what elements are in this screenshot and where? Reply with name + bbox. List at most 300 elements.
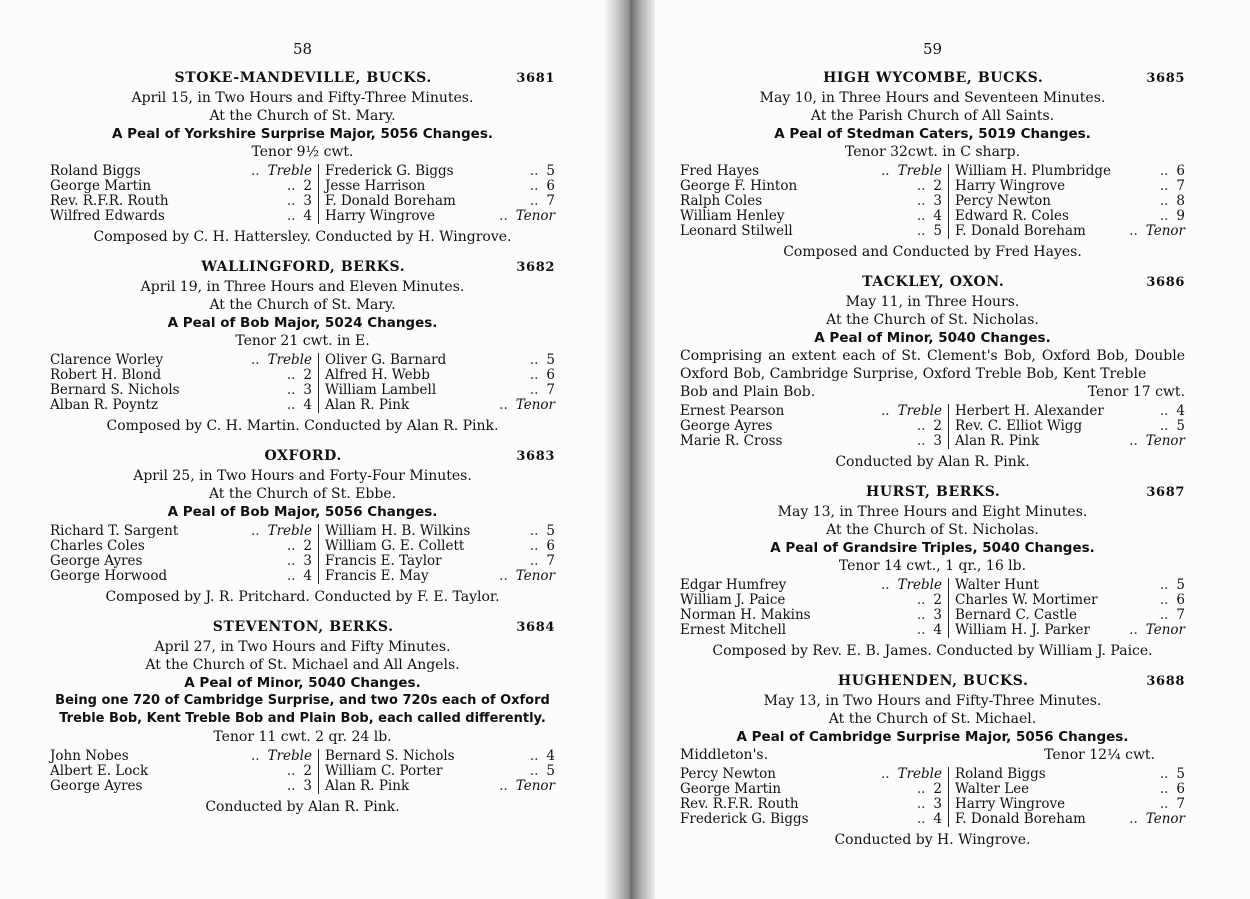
ringer-row (680, 812, 942, 827)
ringers-table (50, 353, 555, 413)
leader-dots: .. (529, 367, 539, 383)
ringer-name: Charles W. Mortimer (955, 592, 1098, 608)
leader-dots: .. (916, 607, 926, 623)
bell-label: 5 (1176, 418, 1185, 434)
ringer-row (955, 209, 1185, 224)
peal-number: 3685 (1146, 71, 1185, 86)
bell-position (287, 539, 312, 554)
leader-dots: .. (529, 352, 539, 368)
ringer-row (325, 749, 555, 764)
ringer-name: George Horwood (50, 568, 168, 584)
peal-note-end: Bob and Plain Bob. (680, 384, 816, 400)
ringers-left-column (680, 767, 949, 827)
ringer-name: Bernard C. Castle (955, 607, 1077, 623)
peal-credit: Composed by Rev. E. B. James. Conducted by William J. Paice. (712, 643, 1153, 659)
ringer-row (50, 398, 312, 413)
ringer-name: William Lambell (325, 382, 437, 398)
bell-position (1160, 164, 1185, 179)
peal-number: 3682 (516, 260, 555, 275)
bell-position (530, 764, 555, 779)
leader-dots: .. (529, 163, 539, 179)
leader-dots: .. (1159, 781, 1169, 797)
peal-number: 3683 (516, 449, 555, 464)
leader-dots: .. (1159, 163, 1169, 179)
peal-place: HUGHENDEN, BUCKS. (837, 673, 1029, 689)
bell-position (1160, 194, 1185, 209)
peal-title: A Peal of Grandsire Triples, 5040 Changes. (770, 540, 1095, 556)
bell-label: 7 (546, 193, 555, 209)
bell-label: 4 (303, 397, 312, 413)
ringer-name: Clarence Worley (50, 352, 164, 368)
bell-label: 3 (303, 382, 312, 398)
peal-list (680, 70, 1185, 849)
bell-position (1129, 224, 1185, 239)
bell-label: 6 (1176, 163, 1185, 179)
leader-dots: .. (1159, 577, 1169, 593)
bell-label: 6 (1176, 781, 1185, 797)
bell-position (1160, 209, 1185, 224)
page-number: 58 (292, 40, 313, 58)
bell-label: 2 (933, 178, 942, 194)
leader-dots: .. (499, 778, 508, 794)
bell-position (881, 767, 942, 782)
leader-dots: .. (916, 592, 926, 608)
ringers-right-column (949, 404, 1185, 449)
bell-label: Treble (267, 163, 312, 179)
leader-dots: .. (916, 208, 926, 224)
peal-heading (680, 274, 1185, 293)
bell-position (1129, 812, 1185, 827)
peal-place: STEVENTON, BERKS. (212, 619, 394, 635)
bell-position (917, 419, 942, 434)
peal-number: 3688 (1146, 674, 1185, 689)
bell-label: Treble (267, 352, 312, 368)
leader-dots: .. (916, 796, 926, 812)
leader-dots: .. (881, 403, 890, 419)
ringer-name: George Martin (50, 178, 152, 194)
bell-position (917, 179, 942, 194)
leader-dots: .. (916, 178, 926, 194)
bell-label: 5 (546, 523, 555, 539)
page-number: 59 (922, 40, 943, 58)
leader-dots: .. (916, 223, 926, 239)
ringer-row (680, 767, 942, 782)
peal-title: A Peal of Bob Major, 5024 Changes. (167, 315, 438, 331)
ringers-right-column (319, 353, 555, 413)
leader-dots: .. (286, 568, 296, 584)
leader-dots: .. (499, 568, 508, 584)
bell-label: 3 (933, 193, 942, 209)
bell-position (1160, 404, 1185, 419)
bell-position (530, 749, 555, 764)
peal-title: A Peal of Minor, 5040 Changes. (184, 675, 421, 691)
ringer-row (50, 539, 312, 554)
ringers-right-column (319, 524, 555, 584)
leader-dots: .. (529, 553, 539, 569)
ringer-row (680, 209, 942, 224)
ringers-right-column (949, 767, 1185, 827)
ringer-row (325, 353, 555, 368)
peal-credit: Conducted by Alan R. Pink. (205, 799, 400, 815)
bell-position (881, 164, 942, 179)
leader-dots: .. (251, 748, 260, 764)
leader-dots: .. (499, 208, 508, 224)
leader-dots: .. (529, 523, 539, 539)
bell-position (499, 398, 555, 413)
bell-position (530, 353, 555, 368)
bell-label: 4 (933, 622, 942, 638)
ringer-row (50, 779, 312, 794)
peal-list (50, 70, 555, 816)
ringer-row (680, 782, 942, 797)
peal-heading (50, 259, 555, 278)
bell-label: Treble (267, 748, 312, 764)
ringer-name: Norman H. Makins (680, 607, 811, 623)
leader-dots: .. (1129, 223, 1138, 239)
tenor-weight: Tenor 14 cwt., 1 qr., 16 lb. (838, 558, 1027, 574)
bell-label: 3 (933, 607, 942, 623)
ringers-left-column (50, 524, 319, 584)
ringer-name: Richard T. Sargent (50, 523, 179, 539)
bell-label: Treble (897, 163, 942, 179)
ringers-right-column (949, 164, 1185, 239)
ringer-row (955, 623, 1185, 638)
peal-note: Comprising an extent each of St. Clement's Bob, Oxford Bob, Double Oxford Bob, Cambridge Surprise, Oxford Treble Bob, Kent Treble (680, 348, 1185, 382)
bell-position (1160, 782, 1185, 797)
bell-position (1160, 593, 1185, 608)
leader-dots: .. (881, 577, 890, 593)
ringer-name: Roland Biggs (955, 766, 1046, 782)
leader-dots: .. (1159, 193, 1169, 209)
ringer-name: William J. Paice (680, 592, 786, 608)
ringers-table (50, 164, 555, 224)
ringer-row (955, 782, 1185, 797)
bell-position (499, 569, 555, 584)
ringers-table (680, 404, 1185, 449)
bell-position (287, 398, 312, 413)
ringer-name: Wilfred Edwards (50, 208, 165, 224)
bell-position (287, 764, 312, 779)
bell-position (251, 164, 312, 179)
ringer-name: Percy Newton (955, 193, 1052, 209)
peal-place: OXFORD. (264, 448, 342, 464)
leader-dots: .. (286, 178, 296, 194)
leader-dots: .. (916, 418, 926, 434)
peal-heading (680, 673, 1185, 692)
bell-label: 5 (933, 223, 942, 239)
peal-heading (50, 619, 555, 638)
ringer-name: Rev. C. Elliot Wigg (955, 418, 1083, 434)
ringer-row (680, 797, 942, 812)
bell-label: 6 (546, 538, 555, 554)
bell-position (287, 779, 312, 794)
bell-position (251, 353, 312, 368)
ringer-row (325, 554, 555, 569)
leader-dots: .. (916, 433, 926, 449)
leader-dots: .. (286, 778, 296, 794)
bell-label: Tenor (1145, 433, 1185, 449)
ringer-name: Frederick G. Biggs (680, 811, 809, 827)
leader-dots: .. (1159, 796, 1169, 812)
ringer-name: F. Donald Boreham (955, 223, 1086, 239)
bell-position (917, 209, 942, 224)
bell-position (1160, 797, 1185, 812)
ringer-row (50, 194, 312, 209)
ringers-table (50, 749, 555, 794)
ringer-name: William H. B. Wilkins (325, 523, 471, 539)
leader-dots: .. (251, 163, 260, 179)
peal-record (680, 70, 1185, 261)
ringer-row (955, 164, 1185, 179)
bell-label: 2 (933, 418, 942, 434)
ringer-name: Edgar Humfrey (680, 577, 787, 593)
bell-label: 3 (303, 553, 312, 569)
bell-label: 5 (1176, 766, 1185, 782)
leader-dots: .. (1129, 622, 1138, 638)
ringer-name: Alan R. Pink (325, 778, 410, 794)
peal-detail-line: May 13, in Two Hours and Fifty-Three Minutes. (763, 693, 1102, 709)
ringer-name: George Martin (680, 781, 782, 797)
peal-detail-line: At the Church of St. Nicholas. (826, 522, 1039, 538)
ringer-row (955, 194, 1185, 209)
bell-position (917, 194, 942, 209)
bell-label: 2 (303, 178, 312, 194)
ringer-row (680, 593, 942, 608)
ringer-name: Rev. R.F.R. Routh (680, 796, 799, 812)
ringer-name: Roland Biggs (50, 163, 141, 179)
leader-dots: .. (529, 763, 539, 779)
peal-detail-line: April 27, in Two Hours and Fifty Minutes. (154, 639, 451, 655)
bell-position (530, 383, 555, 398)
method-tenor-row (680, 746, 1185, 764)
peal-note: Being one 720 of Cambridge Surprise, and two 720s each of Oxford Treble Bob, Kent Treble Bob and Plain Bob, each called differently. (55, 693, 550, 726)
bell-label: 2 (303, 538, 312, 554)
bell-label: 4 (1176, 403, 1185, 419)
ringer-row (325, 209, 555, 224)
peal-detail-line: May 13, in Three Hours and Eight Minutes. (777, 504, 1088, 520)
bell-position (1160, 179, 1185, 194)
ringers-left-column (680, 164, 949, 239)
bell-position (530, 194, 555, 209)
bell-label: Treble (267, 523, 312, 539)
peal-record (50, 259, 555, 435)
peal-place: STOKE-MANDEVILLE, BUCKS. (174, 70, 432, 86)
ringer-name: Francis E. May (325, 568, 429, 584)
peal-record (50, 448, 555, 606)
bell-label: Tenor (1145, 223, 1185, 239)
ringer-name: Jesse Harrison (325, 178, 426, 194)
ringer-name: William G. E. Collett (325, 538, 465, 554)
bell-label: 2 (303, 367, 312, 383)
peal-heading (50, 448, 555, 467)
bell-label: Treble (897, 766, 942, 782)
bell-label: 4 (933, 208, 942, 224)
bell-label: Tenor (1145, 622, 1185, 638)
tenor-weight: Tenor 11 cwt. 2 qr. 24 lb. (213, 729, 392, 745)
bell-position (287, 383, 312, 398)
leader-dots: .. (529, 193, 539, 209)
bell-label: 8 (1176, 193, 1185, 209)
ringer-row (50, 368, 312, 383)
ringer-row (955, 419, 1185, 434)
ringer-row (680, 179, 942, 194)
leader-dots: .. (529, 382, 539, 398)
leader-dots: .. (1159, 178, 1169, 194)
ringer-row (50, 764, 312, 779)
leader-dots: .. (286, 382, 296, 398)
peal-place: HIGH WYCOMBE, BUCKS. (823, 70, 1044, 86)
leader-dots: .. (286, 553, 296, 569)
ringer-row (680, 578, 942, 593)
peal-credit: Composed and Conducted by Fred Hayes. (783, 244, 1082, 260)
ringers-table (680, 767, 1185, 827)
bell-label: 4 (933, 811, 942, 827)
leader-dots: .. (529, 178, 539, 194)
ringer-row (955, 179, 1185, 194)
bell-label: 5 (546, 763, 555, 779)
ringer-name: George Ayres (680, 418, 773, 434)
ringer-name: Albert E. Lock (50, 763, 149, 779)
ringer-row (325, 194, 555, 209)
peal-credit: Composed by C. H. Martin. Conducted by Alan R. Pink. (106, 418, 499, 434)
ringer-name: John Nobes (50, 748, 129, 764)
peal-detail-line: At the Church of St. Mary. (209, 297, 396, 313)
ringer-row (955, 608, 1185, 623)
peal-place: WALLINGFORD, BERKS. (201, 259, 406, 275)
ringer-row (50, 749, 312, 764)
ringers-left-column (50, 353, 319, 413)
bell-position (917, 797, 942, 812)
ringer-name: Harry Wingrove (955, 178, 1066, 194)
bell-label: 5 (546, 352, 555, 368)
leader-dots: .. (916, 622, 926, 638)
ringer-name: Alan R. Pink (325, 397, 410, 413)
peal-detail-line: April 19, in Three Hours and Eleven Minutes. (140, 279, 465, 295)
peal-detail-line: May 10, in Three Hours and Seventeen Minutes. (759, 90, 1106, 106)
method-note: Middleton's. (680, 747, 769, 763)
bell-label: 3 (303, 193, 312, 209)
peal-credit: Composed by C. H. Hattersley. Conducted by H. Wingrove. (93, 229, 512, 245)
bell-label: 3 (933, 433, 942, 449)
bell-label: 3 (933, 796, 942, 812)
ringer-name: Leonard Stilwell (680, 223, 793, 239)
bell-label: Treble (897, 403, 942, 419)
bell-label: 7 (1176, 796, 1185, 812)
bell-position (1160, 767, 1185, 782)
bell-label: 5 (1176, 577, 1185, 593)
bell-label: 7 (1176, 178, 1185, 194)
ringer-name: George F. Hinton (680, 178, 798, 194)
bell-label: Tenor (515, 778, 555, 794)
ringer-row (50, 353, 312, 368)
ringer-row (955, 434, 1185, 449)
bell-position (917, 623, 942, 638)
bell-label: Tenor (515, 397, 555, 413)
ringer-name: Robert H. Blond (50, 367, 162, 383)
peal-credit: Composed by J. R. Pritchard. Conducted by F. E. Taylor. (105, 589, 500, 605)
bell-position (530, 164, 555, 179)
ringer-name: Walter Lee (955, 781, 1030, 797)
leader-dots: .. (1159, 418, 1169, 434)
ringers-left-column (50, 164, 319, 224)
tenor-weight: Tenor 21 cwt. in E. (235, 333, 370, 349)
ringers-left-column (50, 749, 319, 794)
peal-title: A Peal of Cambridge Surprise Major, 5056 Changes. (736, 729, 1129, 745)
ringer-name: Walter Hunt (955, 577, 1039, 593)
bell-label: Tenor (515, 568, 555, 584)
ringers-right-column (949, 578, 1185, 638)
ringer-name: George Ayres (50, 553, 143, 569)
peal-number: 3684 (516, 620, 555, 635)
ringer-row (325, 569, 555, 584)
leader-dots: .. (1159, 766, 1169, 782)
bell-position (287, 569, 312, 584)
bell-position (881, 404, 942, 419)
bell-position (499, 209, 555, 224)
peal-detail-line: At the Church of St. Ebbe. (208, 486, 397, 502)
bell-label: 7 (546, 553, 555, 569)
peal-record (50, 70, 555, 246)
leader-dots: .. (286, 763, 296, 779)
ringer-name: F. Donald Boreham (325, 193, 456, 209)
leader-dots: .. (881, 163, 890, 179)
bell-position (251, 749, 312, 764)
ringer-row (325, 539, 555, 554)
bell-label: Tenor (1145, 811, 1185, 827)
peal-detail-line: At the Parish Church of All Saints. (810, 108, 1055, 124)
peal-record (680, 673, 1185, 849)
ringer-row (325, 779, 555, 794)
ringer-name: William C. Porter (325, 763, 443, 779)
ringer-row (50, 179, 312, 194)
bell-position (1129, 434, 1185, 449)
leader-dots: .. (916, 811, 926, 827)
ringer-name: Ralph Coles (680, 193, 763, 209)
bell-label: 2 (303, 763, 312, 779)
peal-heading (680, 484, 1185, 503)
ringer-name: Percy Newton (680, 766, 777, 782)
leader-dots: .. (499, 397, 508, 413)
ringer-name: Charles Coles (50, 538, 145, 554)
tenor-weight: Tenor 9½ cwt. (251, 144, 354, 160)
bell-label: 9 (1176, 208, 1185, 224)
bell-position (1160, 578, 1185, 593)
peal-place: HURST, BERKS. (866, 484, 1001, 500)
ringer-row (325, 764, 555, 779)
ringer-name: F. Donald Boreham (955, 811, 1086, 827)
leader-dots: .. (881, 766, 890, 782)
bell-position (530, 539, 555, 554)
left-page (50, 40, 555, 829)
bell-position (530, 179, 555, 194)
ringer-row (680, 623, 942, 638)
leader-dots: .. (1159, 607, 1169, 623)
right-page (680, 40, 1185, 862)
bell-position (287, 554, 312, 569)
bell-label: 5 (546, 163, 555, 179)
bell-label: 6 (546, 367, 555, 383)
bell-label: Tenor (515, 208, 555, 224)
ringer-name: William H. J. Parker (955, 622, 1090, 638)
bell-position (499, 779, 555, 794)
tenor-weight: Tenor 32cwt. in C sharp. (844, 144, 1021, 160)
ringer-row (955, 767, 1185, 782)
ringer-row (955, 404, 1185, 419)
leader-dots: .. (916, 781, 926, 797)
peal-place: TACKLEY, OXON. (862, 274, 1005, 290)
ringer-name: Ernest Pearson (680, 403, 785, 419)
peal-record (680, 274, 1185, 471)
